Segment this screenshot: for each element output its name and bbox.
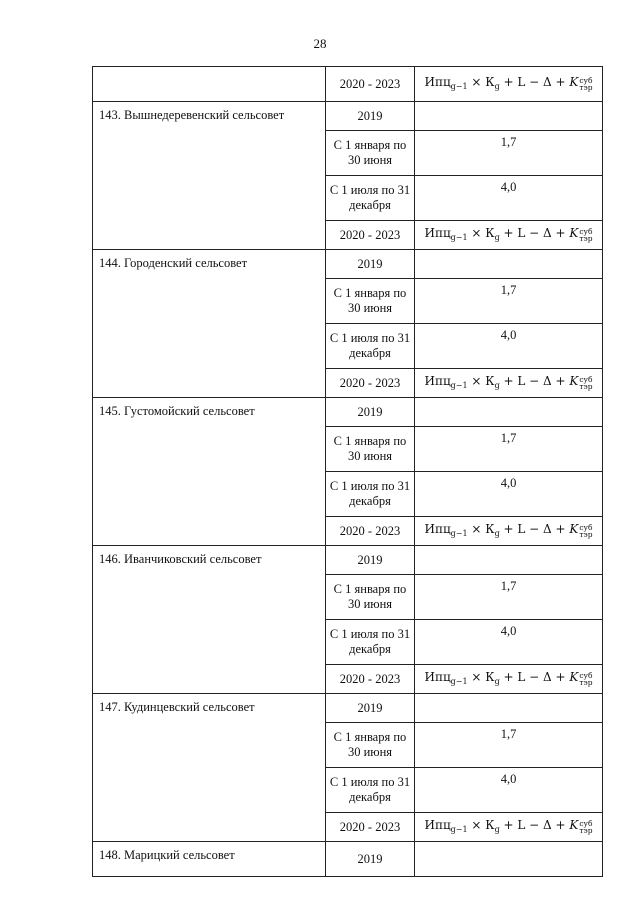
period-label: 2020 - 2023 <box>339 227 401 242</box>
tariff-formula <box>424 669 593 687</box>
value-cell <box>415 694 603 723</box>
formula-k-indices <box>579 524 592 538</box>
table-row <box>93 67 603 102</box>
value-cell <box>415 176 603 221</box>
period-label: 2019 <box>357 851 383 866</box>
formula-k-subscript: тэр <box>579 677 593 687</box>
settlement-name: 148. Марицкий сельсовет <box>99 848 235 862</box>
formula-ipc: Ипц <box>424 225 451 240</box>
formula-ipc-subscript: g−1 <box>450 232 468 242</box>
table-row <box>93 102 603 131</box>
formula-k-subscript: тэр <box>579 381 593 391</box>
tariff-formula <box>424 373 593 391</box>
period-cell <box>326 546 415 575</box>
value-cell <box>415 665 603 694</box>
formula-ipc-subscript: g−1 <box>450 380 468 390</box>
value-cell <box>415 546 603 575</box>
formula-k-subscript: тэр <box>579 233 593 243</box>
formula-coef: К <box>485 74 495 89</box>
value-cell <box>415 131 603 176</box>
value-cell <box>415 723 603 768</box>
formula-times: × <box>467 669 486 684</box>
settlement-name: 145. Густомойский сельсовет <box>99 404 255 418</box>
settlement-name: 146. Иванчиковский сельсовет <box>99 552 262 566</box>
formula-k: K <box>569 74 579 89</box>
period-label: 2020 - 2023 <box>339 76 401 91</box>
settlement-name: 143. Вышнедеревенский сельсовет <box>99 108 285 122</box>
value-cell <box>415 369 603 398</box>
formula-coef-subscript: g <box>494 528 500 538</box>
period-cell <box>326 665 415 694</box>
period-label: С 1 июля по 31 декабря <box>329 183 411 212</box>
value-cell <box>415 575 603 620</box>
period-cell <box>326 369 415 398</box>
value-cell <box>415 517 603 546</box>
formula-k: K <box>569 225 579 240</box>
formula-times: × <box>467 817 486 832</box>
tariff-formula <box>424 817 593 835</box>
period-cell <box>326 620 415 665</box>
period-label: 2020 - 2023 <box>339 375 401 390</box>
value-label: 4,0 <box>500 624 517 638</box>
value-cell <box>415 279 603 324</box>
settlement-name-cell <box>93 694 326 842</box>
period-label: С 1 июля по 31 декабря <box>329 627 411 656</box>
value-cell <box>415 842 603 877</box>
formula-ipc: Ипц <box>424 373 451 388</box>
period-cell <box>326 131 415 176</box>
period-label: 2019 <box>357 700 383 715</box>
tariff-formula <box>424 225 593 243</box>
formula-rest: + L − Δ + <box>499 225 570 240</box>
formula-k-indices <box>579 376 592 390</box>
value-cell <box>415 813 603 842</box>
period-cell <box>326 575 415 620</box>
value-label: 4,0 <box>500 180 517 194</box>
value-cell <box>415 768 603 813</box>
formula-k-subscript: тэр <box>579 82 593 92</box>
formula-k-subscript: тэр <box>579 825 593 835</box>
period-label: 2020 - 2023 <box>339 523 401 538</box>
period-label: С 1 января по 30 июня <box>333 730 407 759</box>
table-row <box>93 694 603 723</box>
period-cell <box>326 723 415 768</box>
value-label: 4,0 <box>500 772 517 786</box>
period-cell <box>326 221 415 250</box>
period-cell <box>326 842 415 877</box>
formula-k-indices <box>579 820 592 834</box>
formula-coef-subscript: g <box>494 232 500 242</box>
formula-coef-subscript: g <box>494 81 500 91</box>
formula-times: × <box>467 373 486 388</box>
value-label: 1,7 <box>500 135 517 149</box>
formula-coef: К <box>485 817 495 832</box>
period-cell <box>326 472 415 517</box>
value-cell <box>415 324 603 369</box>
formula-k-superscript: суб <box>579 818 593 828</box>
settlement-name-cell <box>93 546 326 694</box>
formula-rest: + L − Δ + <box>499 373 570 388</box>
period-cell <box>326 398 415 427</box>
period-label: 2019 <box>357 552 383 567</box>
period-cell <box>326 102 415 131</box>
period-cell <box>326 324 415 369</box>
value-cell <box>415 427 603 472</box>
formula-coef-subscript: g <box>494 676 500 686</box>
formula-k-superscript: суб <box>579 522 593 532</box>
period-cell <box>326 176 415 221</box>
period-label: 2020 - 2023 <box>339 671 401 686</box>
formula-k-superscript: суб <box>579 226 593 236</box>
formula-ipc: Ипц <box>424 817 451 832</box>
settlement-name-cell <box>93 398 326 546</box>
table-row <box>93 842 603 877</box>
value-label: 1,7 <box>500 727 517 741</box>
value-label: 4,0 <box>500 328 517 342</box>
settlement-name: 147. Кудинцевский сельсовет <box>99 700 255 714</box>
period-label: 2019 <box>357 108 383 123</box>
period-label: С 1 января по 30 июня <box>333 138 407 167</box>
formula-k: K <box>569 373 579 388</box>
formula-ipc-subscript: g−1 <box>450 528 468 538</box>
value-cell <box>415 250 603 279</box>
period-label: 2020 - 2023 <box>339 819 401 834</box>
period-label: 2019 <box>357 256 383 271</box>
table-row <box>93 546 603 575</box>
period-label: С 1 января по 30 июня <box>333 434 407 463</box>
settlement-name-cell <box>93 102 326 250</box>
period-label: С 1 июля по 31 декабря <box>329 479 411 508</box>
table-row <box>93 250 603 279</box>
value-cell <box>415 620 603 665</box>
table-row <box>93 398 603 427</box>
period-cell <box>326 427 415 472</box>
period-cell <box>326 813 415 842</box>
formula-ipc: Ипц <box>424 521 451 536</box>
value-label: 1,7 <box>500 579 517 593</box>
formula-rest: + L − Δ + <box>499 74 570 89</box>
period-cell <box>326 279 415 324</box>
value-cell <box>415 472 603 517</box>
tariff-formula <box>424 521 593 539</box>
value-cell <box>415 67 603 102</box>
formula-k: K <box>569 521 579 536</box>
formula-coef: К <box>485 669 495 684</box>
formula-rest: + L − Δ + <box>499 817 570 832</box>
period-label: 2019 <box>357 404 383 419</box>
formula-k-subscript: тэр <box>579 529 593 539</box>
formula-times: × <box>467 74 486 89</box>
formula-coef-subscript: g <box>494 824 500 834</box>
formula-ipc-subscript: g−1 <box>450 824 468 834</box>
formula-coef: К <box>485 225 495 240</box>
formula-ipc: Ипц <box>424 74 451 89</box>
formula-k-superscript: суб <box>579 374 593 384</box>
formula-k: K <box>569 669 579 684</box>
value-cell <box>415 398 603 427</box>
formula-k-superscript: суб <box>579 670 593 680</box>
period-label: С 1 июля по 31 декабря <box>329 775 411 804</box>
value-label: 4,0 <box>500 476 517 490</box>
formula-ipc-subscript: g−1 <box>450 676 468 686</box>
formula-times: × <box>467 225 486 240</box>
formula-coef-subscript: g <box>494 380 500 390</box>
settlement-name-cell <box>93 250 326 398</box>
tariff-table-body <box>93 67 603 877</box>
formula-rest: + L − Δ + <box>499 669 570 684</box>
formula-times: × <box>467 521 486 536</box>
formula-k-indices <box>579 228 592 242</box>
settlement-name-cell <box>93 67 326 102</box>
formula-k-indices <box>579 672 592 686</box>
period-label: С 1 января по 30 июня <box>333 582 407 611</box>
value-cell <box>415 102 603 131</box>
period-cell <box>326 250 415 279</box>
formula-coef: К <box>485 373 495 388</box>
formula-rest: + L − Δ + <box>499 521 570 536</box>
period-label: С 1 июля по 31 декабря <box>329 331 411 360</box>
formula-coef: К <box>485 521 495 536</box>
formula-k-superscript: суб <box>579 75 593 85</box>
page-number: 28 <box>313 36 327 51</box>
period-cell <box>326 768 415 813</box>
value-label: 1,7 <box>500 431 517 445</box>
period-cell <box>326 517 415 546</box>
formula-k-indices <box>579 77 592 91</box>
tariff-formula <box>424 74 593 92</box>
value-label: 1,7 <box>500 283 517 297</box>
formula-ipc-subscript: g−1 <box>450 81 468 91</box>
formula-k: K <box>569 817 579 832</box>
value-cell <box>415 221 603 250</box>
settlement-name: 144. Городенский сельсовет <box>99 256 248 270</box>
period-cell <box>326 67 415 102</box>
settlement-name-cell <box>93 842 326 877</box>
formula-ipc: Ипц <box>424 669 451 684</box>
tariff-table <box>92 66 603 877</box>
period-label: С 1 января по 30 июня <box>333 286 407 315</box>
period-cell <box>326 694 415 723</box>
